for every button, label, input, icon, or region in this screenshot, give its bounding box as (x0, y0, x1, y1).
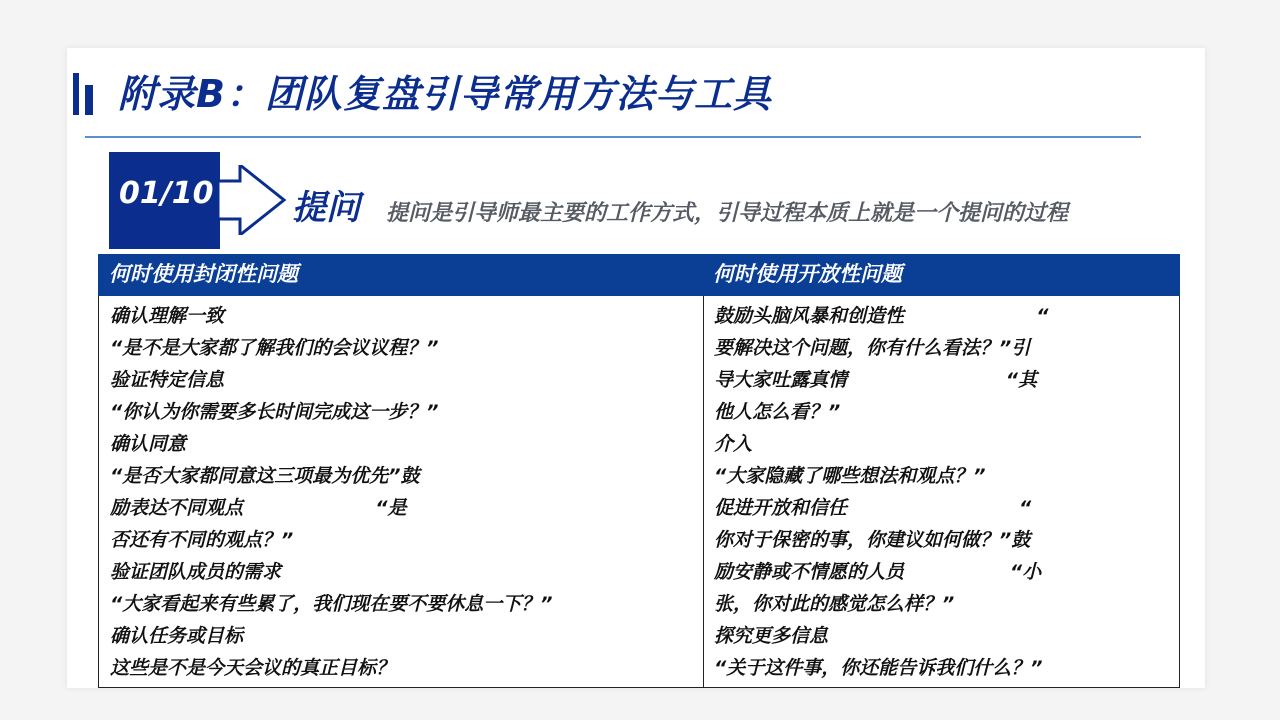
list-item: 你对于保密的事，你建议如何做？”鼓 (714, 529, 1031, 551)
section-number-badge (109, 152, 220, 249)
list-item: “关于这件事，你还能告诉我们什么？” (714, 657, 1043, 679)
list-item: “大家看起来有些累了，我们现在要不要休息一下？” (110, 593, 553, 615)
list-item: 探究更多信息 (714, 625, 829, 647)
list-item: 验证团队成员的需求 (110, 561, 282, 583)
list-item: 确认同意 (110, 433, 187, 455)
section-description: 提问是引导师最主要的工作方式，引导过程本质上就是一个提问的过程 (386, 201, 1069, 226)
title-accent-bar (73, 73, 79, 115)
list-item: 确认理解一致 (110, 305, 225, 327)
list-item: 励表达不同观点 “是 (110, 497, 407, 519)
table-body (98, 296, 1180, 688)
section-title: 提问 (292, 188, 360, 228)
open-questions-column (714, 300, 1074, 684)
list-item: 介入 (714, 433, 753, 455)
column-divider (703, 296, 704, 688)
section-number: 01/10 (119, 176, 214, 211)
list-item: “你认为你需要多长时间完成这一步？” (110, 401, 439, 423)
list-item: “是否大家都同意这三项最为优先”鼓 (110, 465, 420, 487)
page-title: 附录B：团队复盘引导常用方法与工具 (118, 72, 772, 116)
list-item: 确认任务或目标 (110, 625, 244, 647)
list-item: 励安静或不情愿的人员 “小 (714, 561, 1042, 583)
table-header (98, 254, 1180, 296)
list-item: 验证特定信息 (110, 369, 225, 391)
question-types-table (98, 254, 1180, 688)
arrow-right-icon (218, 165, 288, 235)
closed-questions-column (110, 300, 690, 684)
list-item: 这些是不是今天会议的真正目标？ (110, 657, 396, 679)
list-item: 鼓励头脑风暴和创造性 “ (714, 305, 1049, 327)
list-item: 他人怎么看？” (714, 401, 841, 423)
list-item: 要解决这个问题，你有什么看法？”引 (714, 337, 1031, 359)
list-item: 促进开放和信任 “ (714, 497, 1032, 519)
header-open-questions: 何时使用开放性问题 (713, 262, 902, 286)
list-item: 否还有不同的观点？” (110, 529, 294, 551)
list-item: 导大家吐露真情 “其 (714, 369, 1037, 391)
list-item: “是不是大家都了解我们的会议议程？” (110, 337, 439, 359)
list-item: 张，你对此的感觉怎么样？” (714, 593, 955, 615)
title-divider (85, 136, 1141, 138)
title-accent-bar-short (85, 85, 93, 115)
list-item: “大家隐藏了哪些想法和观点？” (714, 465, 986, 487)
header-closed-questions: 何时使用封闭性问题 (109, 262, 298, 286)
